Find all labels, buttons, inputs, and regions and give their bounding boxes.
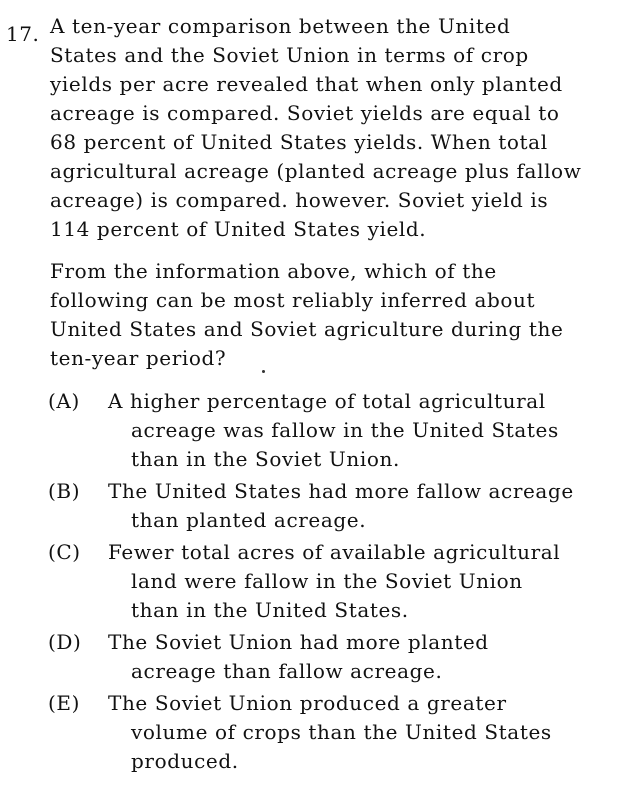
prompt-line: ten-year period? — [50, 346, 227, 370]
stem-line: A ten-year comparison between the United — [50, 14, 511, 38]
choice-line: Fewer total acres of available agricultural — [108, 540, 561, 564]
question-number: 17. — [6, 22, 40, 46]
choice-line: The Soviet Union had more planted — [108, 630, 489, 654]
choice-line: than planted acreage. — [131, 508, 367, 532]
stem-line: 68 percent of United States yields. When total — [50, 130, 548, 154]
stem-line: agricultural acreage (planted acreage plus fallow — [50, 159, 582, 183]
scan-speck — [262, 370, 265, 373]
stem-line: 114 percent of United States yield. — [50, 217, 427, 241]
choice-letter: (C) — [48, 540, 81, 564]
answer-choice-a[interactable] — [48, 387, 623, 474]
choice-line: than in the United States. — [131, 598, 409, 622]
stem-line: acreage) is compared. however. Soviet yield is — [50, 188, 549, 212]
choice-line: The United States had more fallow acreage — [108, 479, 574, 503]
answer-choice-b[interactable] — [48, 477, 623, 535]
choice-line: The Soviet Union produced a greater — [108, 691, 507, 715]
stem-line: acreage is compared. Soviet yields are equal to — [50, 101, 560, 125]
choice-line: than in the Soviet Union. — [131, 447, 400, 471]
prompt-line: United States and Soviet agriculture during the — [50, 317, 564, 341]
answer-choice-d[interactable] — [48, 628, 623, 686]
choice-letter: (E) — [48, 691, 81, 715]
prompt-line: From the information above, which of the — [50, 259, 497, 283]
stem-line: States and the Soviet Union in terms of crop — [50, 43, 529, 67]
choice-letter: (D) — [48, 630, 82, 654]
choice-line: acreage was fallow in the United States — [131, 418, 559, 442]
choice-line: acreage than fallow acreage. — [131, 659, 443, 683]
question-stem — [50, 12, 622, 244]
choice-line: A higher percentage of total agricultural — [108, 389, 546, 413]
choice-letter: (B) — [48, 479, 81, 503]
choice-line: land were fallow in the Soviet Union — [131, 569, 523, 593]
answer-choices — [48, 387, 623, 779]
prompt-line: following can be most reliably inferred about — [50, 288, 536, 312]
stem-line: yields per acre revealed that when only planted — [50, 72, 563, 96]
answer-choice-e[interactable] — [48, 689, 623, 776]
choice-line: volume of crops than the United States — [131, 720, 552, 744]
choice-line: produced. — [131, 749, 239, 773]
answer-choice-c[interactable] — [48, 538, 623, 625]
question-prompt — [50, 257, 622, 373]
choice-letter: (A) — [48, 389, 80, 413]
